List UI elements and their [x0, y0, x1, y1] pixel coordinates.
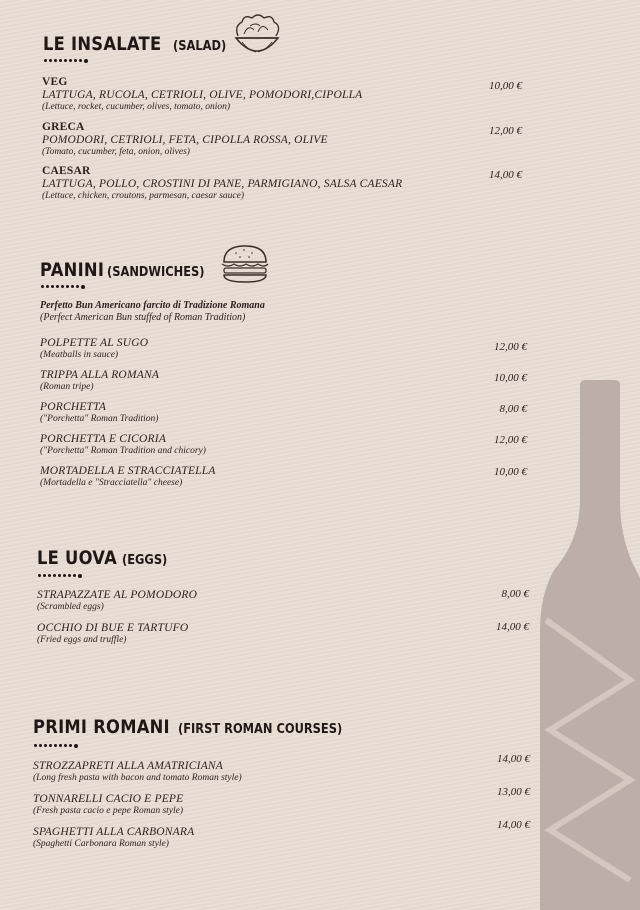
item-price: 10,00 €: [494, 466, 527, 478]
item-name: TRIPPA ALLA ROMANA: [40, 369, 160, 381]
item-price: 12,00 €: [494, 341, 527, 353]
item-name: STROZZAPRETI ALLA AMATRICIANA: [33, 760, 224, 772]
panini-dots: [41, 285, 87, 289]
menu-item: [37, 622, 188, 646]
item-price: 14,00 €: [497, 753, 530, 765]
menu-item: [40, 465, 216, 489]
wine-bottle-silhouette: [540, 380, 640, 910]
item-price: 10,00 €: [489, 80, 522, 92]
item-price: 14,00 €: [496, 621, 529, 633]
item-description: (Spaghetti Carbonara Roman style): [33, 839, 169, 849]
menu-item: [33, 826, 194, 850]
eggs-dots: [38, 574, 84, 578]
item-ingredients: POMODORI, CETRIOLI, FETA, CIPOLLA ROSSA, OLIVE: [42, 134, 328, 146]
panini-intro-en: (Perfect American Bun stuffed of Roman Tradition): [40, 312, 246, 323]
item-price: 13,00 €: [497, 786, 530, 798]
menu-item: [42, 121, 328, 158]
item-description: (Meatballs in sauce): [40, 350, 119, 360]
item-description: (Long fresh pasta with bacon and tomato Roman style): [33, 773, 242, 783]
item-price: 12,00 €: [494, 434, 527, 446]
item-price: 14,00 €: [497, 819, 530, 831]
item-description: (Lettuce, chicken, croutons, parmesan, caesar sauce): [42, 191, 244, 201]
item-name: PORCHETTA: [40, 401, 107, 413]
item-name: CAESAR: [42, 165, 91, 177]
item-price: 8,00 €: [501, 588, 529, 600]
item-name: STRAPAZZATE AL POMODORO: [37, 589, 198, 601]
panini-intro: [40, 300, 265, 324]
item-description: (Fried eggs and truffle): [37, 635, 127, 645]
eggs-subtitle: (EGGS): [122, 553, 168, 568]
item-name: PORCHETTA E CICORIA: [40, 433, 167, 445]
salad-title: LE INSALATE: [43, 33, 162, 55]
salad-heading: [43, 33, 233, 55]
item-description: (Fresh pasta cacio e pepe Roman style): [33, 806, 184, 816]
item-description: (Tomato, cucumber, feta, onion, olives): [42, 147, 190, 157]
item-price: 10,00 €: [494, 372, 527, 384]
menu-item: [33, 760, 242, 784]
primi-heading: [33, 716, 365, 738]
item-description: (Lettuce, rocket, cucumber, olives, tomato, onion): [42, 102, 231, 112]
panini-heading: [40, 259, 217, 281]
item-price: 14,00 €: [489, 169, 522, 181]
item-name: VEG: [42, 76, 68, 88]
item-name: OCCHIO DI BUE E TARTUFO: [37, 622, 189, 634]
panini-intro-it: Perfetto Bun Americano farcito di Tradizione Romana: [40, 300, 265, 311]
panini-subtitle: (SANDWICHES): [106, 265, 205, 280]
item-ingredients: LATTUGA, POLLO, CROSTINI DI PANE, PARMIGIANO, SALSA CAESAR: [42, 178, 403, 190]
burger-icon: [218, 242, 272, 286]
eggs-heading: [37, 547, 173, 569]
primi-dots: [34, 744, 80, 748]
menu-item: [33, 793, 183, 817]
menu-item: [42, 165, 402, 202]
item-name: POLPETTE AL SUGO: [40, 337, 149, 349]
menu-item: [40, 369, 159, 393]
salad-bowl-icon: [228, 12, 286, 60]
item-description: ("Porchetta" Roman Tradition and chicory): [40, 446, 206, 456]
menu-item: [37, 589, 197, 613]
menu-item: [40, 337, 148, 361]
primi-subtitle: (FIRST ROMAN COURSES): [178, 722, 343, 737]
item-name: SPAGHETTI ALLA CARBONARA: [33, 826, 195, 838]
menu-item: [42, 76, 362, 113]
item-price: 8,00 €: [499, 403, 527, 415]
item-description: (Scrambled eggs): [37, 602, 104, 612]
item-price: 12,00 €: [489, 125, 522, 137]
item-name: MORTADELLA E STRACCIATELLA: [40, 465, 216, 477]
menu-item: [40, 401, 158, 425]
item-description: ("Porchetta" Roman Tradition): [40, 414, 159, 424]
menu-item: [40, 433, 206, 457]
item-description: (Mortadella e "Stracciatella" cheese): [40, 478, 183, 488]
item-name: GRECA: [42, 121, 85, 133]
panini-title: PANINI: [40, 259, 105, 281]
item-name: TONNARELLI CACIO E PEPE: [33, 793, 184, 805]
salad-dots: [44, 59, 90, 63]
primi-title: PRIMI ROMANI: [33, 716, 170, 738]
item-description: (Roman tripe): [40, 382, 94, 392]
eggs-title: LE UOVA: [37, 547, 117, 569]
salad-subtitle: (SALAD): [172, 39, 226, 54]
item-ingredients: LATTUGA, RUCOLA, CETRIOLI, OLIVE, POMODORI,CIPOLLA: [42, 89, 363, 101]
